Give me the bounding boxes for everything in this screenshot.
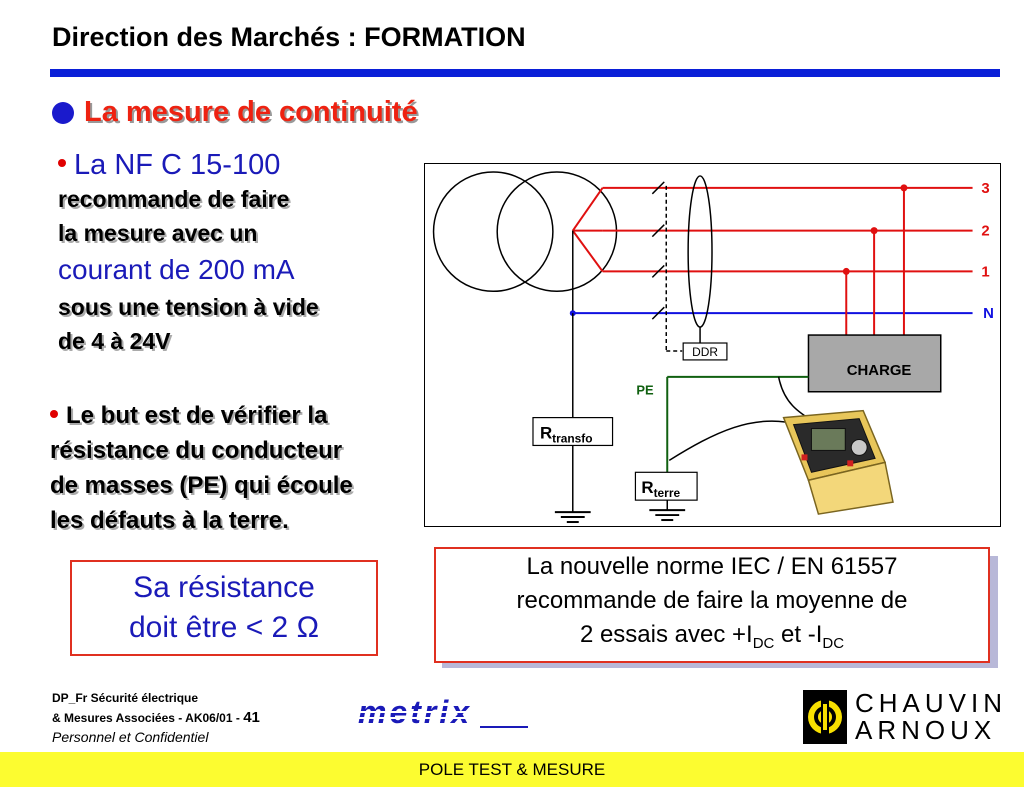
header-divider xyxy=(50,69,1000,77)
norm-line2: recommande de faire la moyenne de xyxy=(516,586,908,614)
point2-line2: résistance du conducteur xyxy=(50,437,343,464)
rtransfo-label: R xyxy=(539,423,553,443)
ca-line2: ARNOUX xyxy=(855,715,997,745)
norm-line3: 2 essais avec $+I_{DC}$ et $-I_{DC}$ xyxy=(579,620,845,652)
footer-band: POLE TEST & MESURE xyxy=(0,752,1024,787)
pe-label: PE xyxy=(636,382,654,398)
footer-line3: Personnel et Confidentiel xyxy=(52,729,209,745)
tester-device-illustration xyxy=(784,411,893,514)
point-nfc15100 xyxy=(58,148,418,358)
rterre-sub: terre xyxy=(653,486,681,501)
ddr-label: DDR xyxy=(692,344,718,359)
resistance-line1: Sa résistance xyxy=(133,571,315,604)
point1-line5: sous une tension à vide xyxy=(58,294,319,320)
norm-box xyxy=(434,547,990,663)
ca-line1: CHAUVIN xyxy=(855,688,1008,718)
point2-line1: Le but est de vérifier la xyxy=(50,398,430,433)
point1-line6: de 4 à 24V xyxy=(58,328,171,354)
ddr-toroid xyxy=(688,176,712,327)
resistance-box xyxy=(70,560,378,656)
point1-line3: la mesure avec un xyxy=(58,220,258,246)
point1-line1: La NF C 15-100 xyxy=(58,148,418,182)
page-header-title: Direction des Marchés : FORMATION xyxy=(52,22,526,52)
point-but xyxy=(50,398,430,538)
bullet-icon xyxy=(52,102,74,124)
norm-line1: La nouvelle norme IEC / EN 61557 xyxy=(526,552,898,580)
section-heading xyxy=(52,96,418,129)
phase-1-label: 1 xyxy=(981,264,990,281)
charge-label: CHARGE xyxy=(846,362,912,379)
rtransfo-sub: transfo xyxy=(552,431,593,446)
metrix-logo xyxy=(358,698,533,735)
neutral-label: N xyxy=(983,306,994,323)
phase-2-label: 2 xyxy=(981,223,990,240)
footer-line1: DP_Fr Sécurité électrique xyxy=(52,691,199,705)
point1-line4: courant de 200 mA xyxy=(58,254,295,285)
resistance-line2: doit être < 2 Ω xyxy=(128,611,320,644)
phase-3-label: 3 xyxy=(981,180,990,197)
point2-line4: les défauts à la terre. xyxy=(50,507,289,534)
rterre-label: R xyxy=(641,478,654,498)
chauvin-arnoux-emblem-icon xyxy=(803,690,847,744)
metrix-logo-text: metrix xyxy=(358,698,473,730)
bullet-icon xyxy=(58,159,66,167)
section-title: La mesure de continuité xyxy=(84,96,418,128)
footer-line2: & Mesures Associées - AK06/01 - 41 xyxy=(52,709,260,726)
chauvin-arnoux-logo xyxy=(803,690,1007,744)
transformer-primary-coil xyxy=(434,172,553,291)
footer-meta xyxy=(52,689,260,747)
circuit-diagram xyxy=(424,163,1001,527)
point2-line3: de masses (PE) qui écoule xyxy=(50,472,353,499)
bullet-icon xyxy=(50,410,58,418)
point1-line2: recommande de faire xyxy=(58,186,290,212)
page-number: 41 xyxy=(243,709,260,726)
